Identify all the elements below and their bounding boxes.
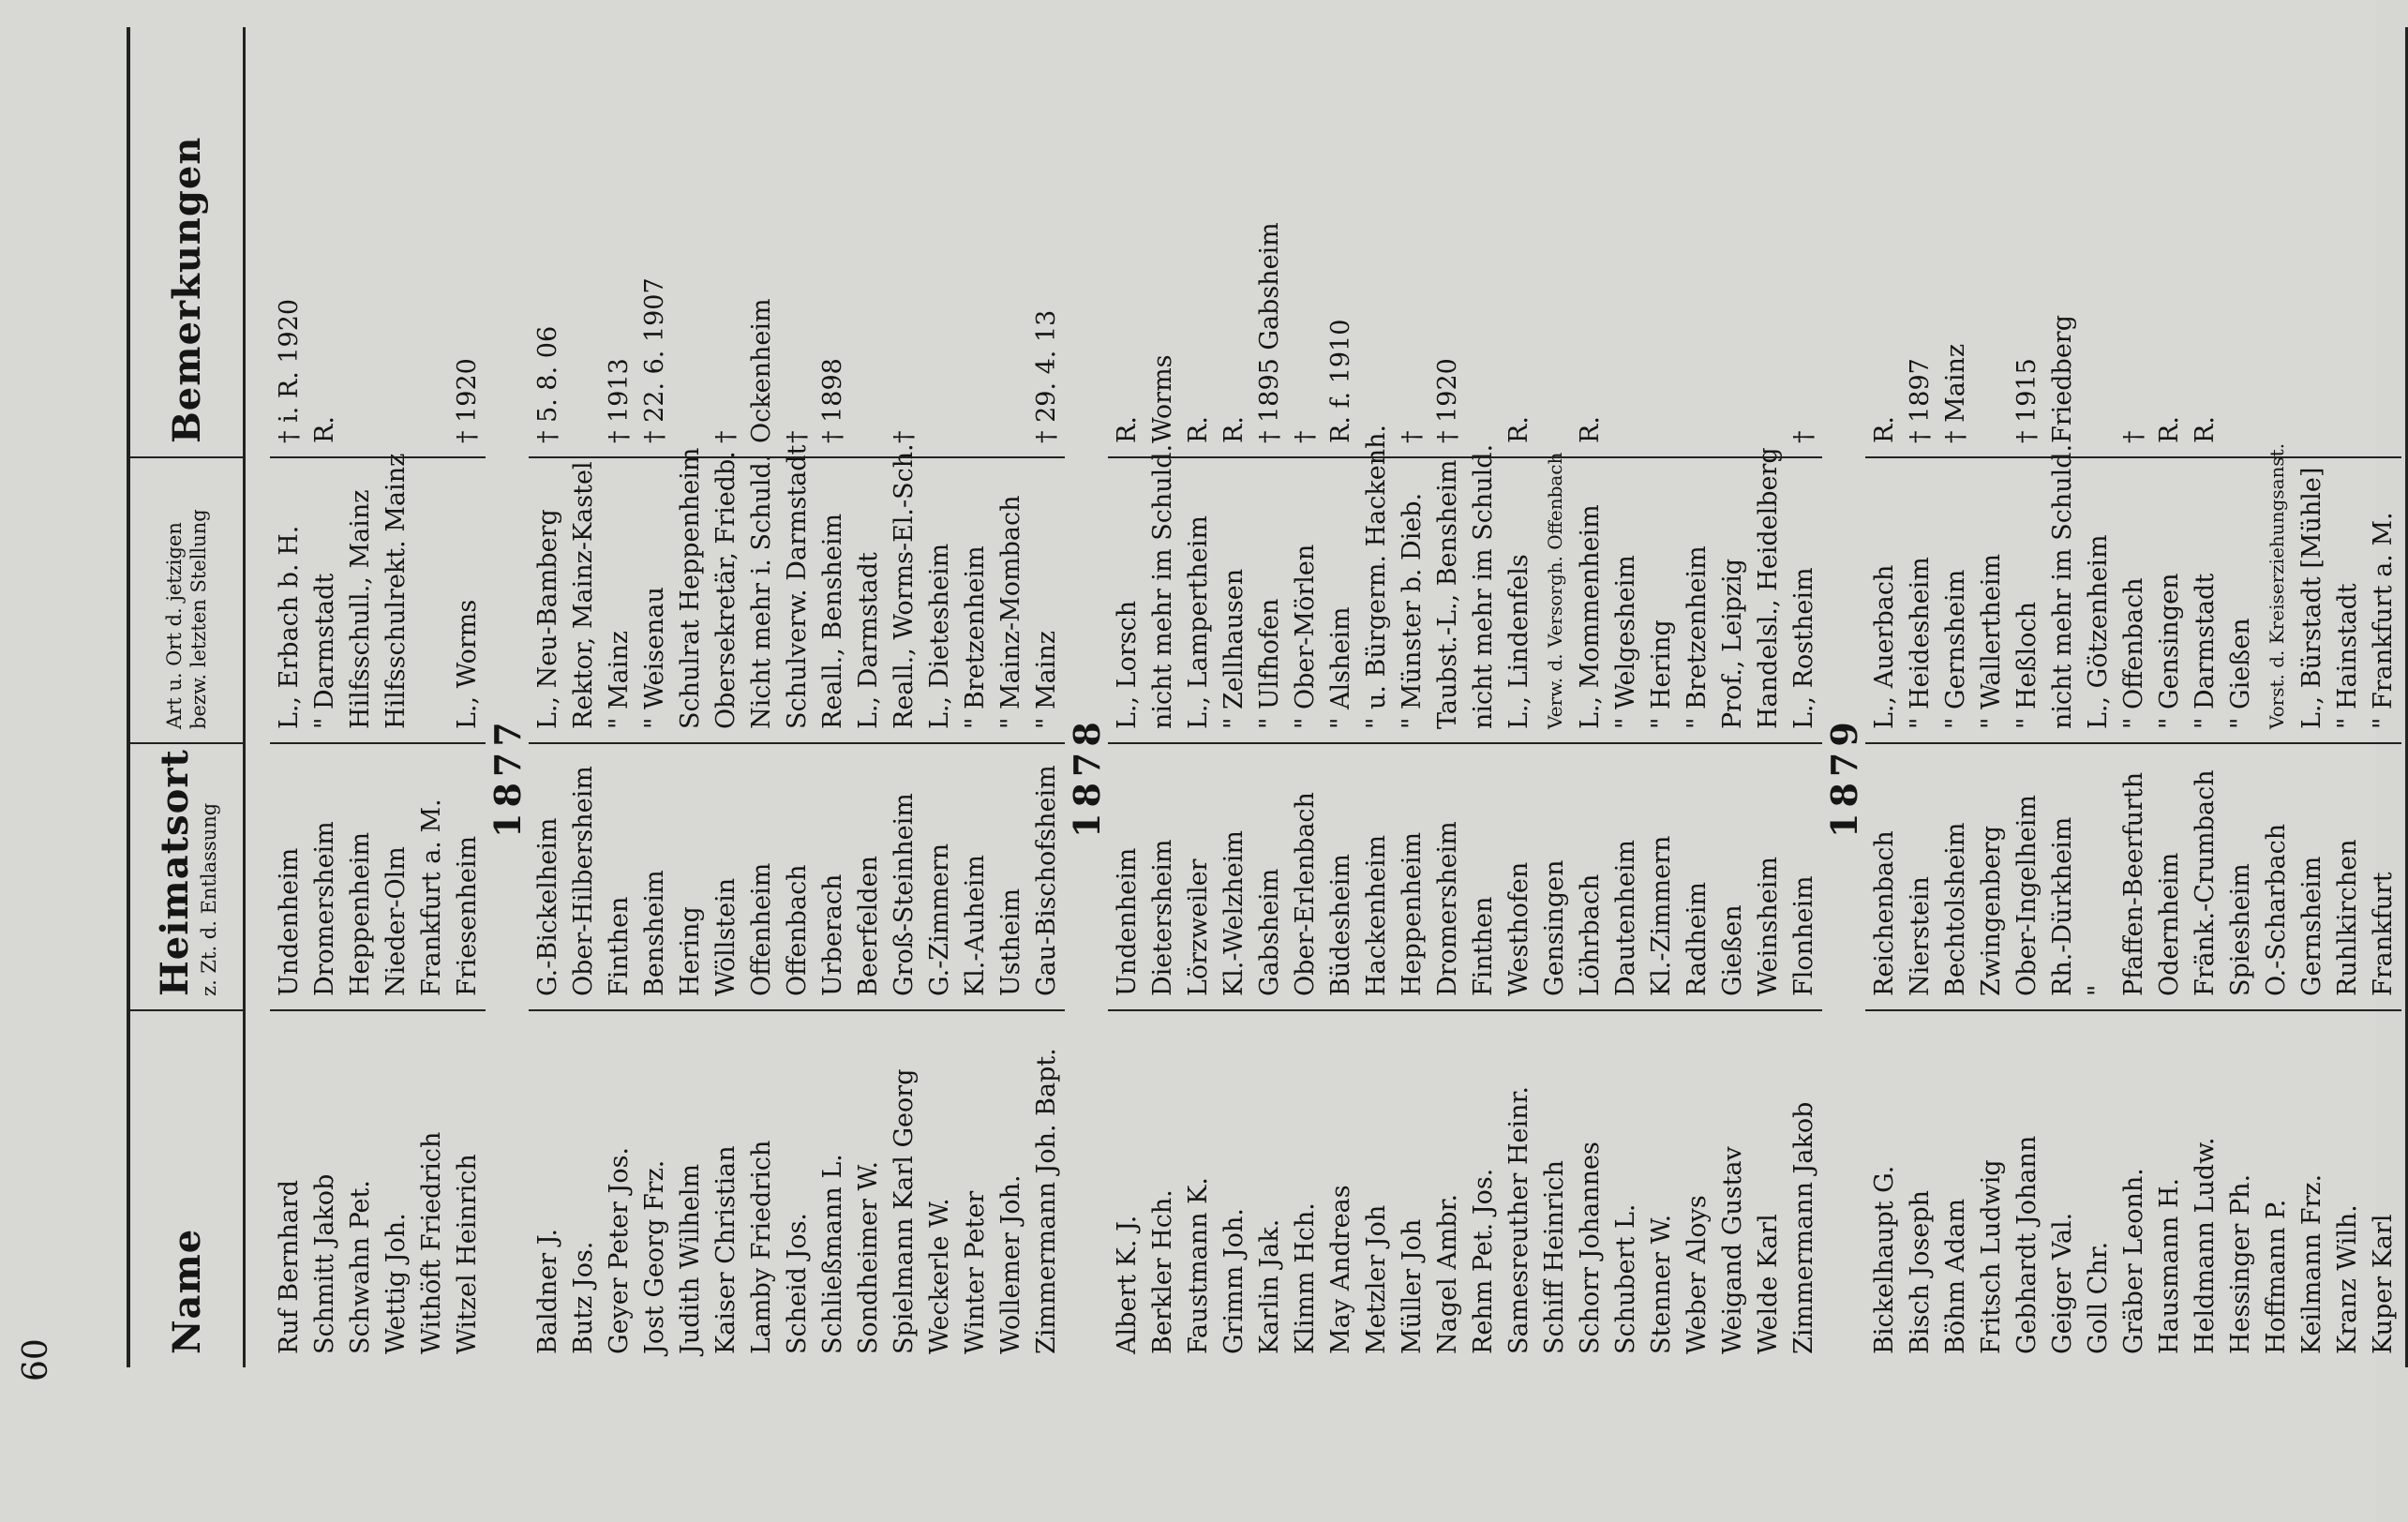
heimatsort-cell: Gabsheim — [1255, 868, 1284, 996]
heimatsort-cell: Gensingen — [1540, 859, 1569, 996]
bemerkung-cell — [379, 27, 414, 443]
name-cell: Spielmann Karl Georg — [890, 1068, 919, 1354]
bemerkung-cell — [1680, 27, 1715, 443]
stellung-cell: Obersekretär, Friedb. — [711, 451, 740, 729]
name-cell: Ruf Bernhard — [275, 1179, 304, 1354]
heimatsort-cell: Ober-Erlenbach — [1291, 792, 1320, 996]
stellung-cell: L., Erbach b. H. — [275, 525, 304, 729]
heimatsort-cell: Finthen — [605, 896, 634, 996]
bemerkung-column — [270, 27, 486, 458]
name-cell: Butz Jos. — [569, 1241, 598, 1354]
stellung-cell: L., Worms — [453, 599, 482, 729]
year-label: 1877 — [486, 716, 529, 838]
heimatsort-cell: Pfaffen-Beerfurth — [2119, 771, 2148, 996]
name-cell: Zimmermann Joh. Bapt. — [1032, 1048, 1061, 1354]
stellung-cell: Prof., Leipzig — [1718, 558, 1747, 729]
year-section — [1108, 27, 1822, 1367]
bemerkung-cell — [994, 27, 1029, 443]
heimatsort-cell: Ober-Ingelheim — [2012, 795, 2042, 996]
heimatsort-cell: Fränk.-Crumbach — [2191, 769, 2220, 996]
stellung-cell: L., Mommenheim — [1576, 504, 1605, 729]
bemerkung-cell: † 1913 — [605, 358, 634, 443]
stellung-cell: " Hainstadt — [2333, 583, 2362, 729]
header-bemerkungen — [130, 27, 243, 458]
heimatsort-cell: Zwingenberg — [1977, 826, 2006, 996]
name-cell: Baldner J. — [533, 1228, 562, 1354]
stellung-cell: " Gensingen — [2155, 573, 2184, 729]
bemerkung-cell: Worms — [1148, 354, 1177, 443]
name-cell: Müller Joh — [1398, 1218, 1427, 1354]
name-cell: Keilmann Frz. — [2297, 1173, 2326, 1354]
stellung-cell: Schulverw. Darmstadt — [783, 444, 812, 729]
stellung-cell: nicht mehr im Schuld. — [2048, 443, 2077, 729]
name-cell: Jost Georg Frz. — [640, 1159, 669, 1354]
bemerkung-cell: † 1898 — [818, 358, 847, 443]
stellung-cell: " Bretzenheim — [1683, 545, 1712, 729]
name-cell: Scheid Jos. — [783, 1212, 812, 1354]
stellung-cell: L., Neu-Bamberg — [533, 509, 562, 729]
heimatsort-column — [1865, 744, 2401, 1011]
heimatsort-cell: Dromersheim — [310, 821, 339, 996]
stellung-cell: Nicht mehr i. Schuld. — [747, 454, 776, 729]
stellung-cell: L., Götzenheim — [2084, 534, 2113, 729]
bemerkung-cell — [673, 27, 709, 443]
bemerkung-cell: † — [890, 430, 919, 443]
name-cell: Geiger Val. — [2048, 1212, 2077, 1354]
name-cell: Hausmann H. — [2155, 1177, 2184, 1354]
bemerkung-cell: Ockenheim — [747, 298, 776, 443]
heimatsort-cell: Hackenheim — [1362, 834, 1391, 996]
heimatsort-cell: Finthen — [1469, 896, 1498, 996]
heimatsort-cell: Kl.-Zimmern — [1647, 835, 1676, 996]
heimatsort-column — [1108, 744, 1822, 1011]
bemerkung-cell: † 1897 — [1906, 358, 1935, 443]
name-cell: Wollemer Joh. — [996, 1174, 1025, 1354]
bemerkung-cell: R. — [1219, 416, 1249, 443]
stellung-cell: Hilfsschull., Mainz — [346, 489, 375, 729]
name-cell: Klimm Hch. — [1291, 1202, 1320, 1354]
bemerkung-cell: R. — [1113, 416, 1142, 443]
heimatsort-cell: Ruhlkirchen — [2333, 839, 2362, 996]
bemerkung-cell: † — [1398, 430, 1427, 443]
header-art-line2: bezw. letzten Stellung — [187, 509, 210, 729]
heimatsort-cell: Büdesheim — [1326, 854, 1355, 996]
section-gap — [246, 27, 270, 1367]
heimatsort-cell: Rh.-Dürkheim — [2048, 816, 2077, 996]
stellung-cell: Vorst. d. Kreiserziehungsanst. — [2266, 442, 2288, 729]
name-cell: Sondheimer W. — [854, 1160, 883, 1354]
heimatsort-cell: Odernheim — [2155, 852, 2184, 996]
name-cell: Witzel Heinrich — [453, 1154, 482, 1354]
name-cell: Heldmann Ludw. — [2191, 1137, 2220, 1354]
register-table — [127, 27, 2408, 1367]
stellung-cell: " u. Bürgerm. Hackenh. — [1362, 424, 1391, 729]
heimatsort-cell: Löhrbach — [1576, 873, 1605, 996]
stellung-cell: nicht mehr im Schuld. — [1148, 443, 1177, 729]
heimatsort-cell: Gernsheim — [2297, 856, 2326, 996]
bemerkung-cell: † i. R. 1920 — [275, 298, 304, 443]
name-cell: Geyer Peter Jos. — [605, 1146, 634, 1354]
bemerkung-cell: R. — [310, 416, 339, 443]
stellung-cell: Taubst.-L., Bensheim — [1433, 459, 1462, 729]
bemerkung-cell: R. — [1184, 416, 1213, 443]
stellung-cell: " Ober-Mörlen — [1291, 544, 1320, 729]
stellung-cell: " Münster b. Dieb. — [1398, 492, 1427, 729]
name-cell: Karlin Jak. — [1255, 1218, 1284, 1354]
name-column — [270, 1011, 486, 1367]
stellung-cell: " Darmstadt — [2191, 573, 2220, 729]
year-label: 1878 — [1065, 716, 1108, 838]
stellung-cell: " Mainz — [1032, 631, 1061, 729]
stellung-column — [529, 443, 1065, 744]
name-cell: Schorr Johannes — [1576, 1142, 1605, 1354]
stellung-cell: L., Lorsch — [1113, 600, 1142, 729]
heimatsort-cell: O.-Scharbach — [2262, 823, 2291, 996]
bemerkung-cell: † 1915 — [2012, 358, 2042, 443]
stellung-cell: " Welgesheim — [1611, 555, 1640, 729]
header-heimatsort-sublabel: z. Zt. d. Entlassung — [197, 802, 220, 996]
heimatsort-cell: Gießen — [1718, 904, 1747, 996]
header-name — [130, 1011, 243, 1367]
year-label: 1879 — [1822, 716, 1865, 838]
stellung-cell: Handelsl., Heidelberg — [1754, 447, 1783, 729]
bemerkung-cell: † — [711, 430, 740, 443]
stellung-cell: L., Lindenfels — [1504, 554, 1533, 729]
heimatsort-cell: G.-Zimmern — [925, 843, 954, 996]
heimatsort-cell: Weinsheim — [1754, 856, 1783, 996]
bemerkung-cell — [2295, 27, 2330, 443]
bemerkung-cell — [1751, 27, 1787, 443]
stellung-cell: Hilfsschulrekt. Mainz — [381, 453, 411, 729]
name-cell: Withöft Friedrich — [417, 1131, 446, 1354]
bemerkung-cell: † 1920 — [1433, 358, 1462, 443]
stellung-cell: Schulrat Heppenheim — [676, 447, 705, 729]
name-cell: Samesreuther Heinr. — [1504, 1085, 1533, 1354]
bemerkung-cell — [1715, 27, 1751, 443]
name-cell: Judith Wilhelm — [676, 1163, 705, 1354]
stellung-cell: " Heidesheim — [1906, 557, 1935, 729]
name-cell: Kranz Wilh. — [2333, 1204, 2362, 1354]
year-heading — [486, 27, 529, 1367]
table-body — [246, 27, 2401, 1367]
header-bemerkungen-label: Bemerkungen — [164, 136, 209, 443]
bemerkung-cell — [2330, 27, 2366, 443]
heimatsort-cell: Frankfurt — [2369, 872, 2398, 996]
stellung-cell: " Heßloch — [2012, 602, 2042, 729]
stellung-cell: Rektor, Mainz-Kastel — [569, 461, 598, 729]
name-cell: Grimm Joh. — [1219, 1208, 1249, 1354]
name-cell: Wettig Joh. — [381, 1213, 411, 1354]
heimatsort-cell: Gau-Bischofsheim — [1032, 765, 1061, 996]
heimatsort-cell: Urberach — [818, 873, 847, 996]
name-cell: May Andreas — [1326, 1185, 1355, 1354]
name-cell: Schiff Heinrich — [1540, 1159, 1569, 1354]
stellung-cell: " Frankfurt a. M. — [2369, 512, 2398, 729]
stellung-cell: " Wallertheim — [1977, 553, 2006, 729]
bemerkung-cell: † — [1789, 430, 1818, 443]
heimatsort-cell: Ustheim — [996, 888, 1025, 996]
name-cell: Bisch Joseph — [1906, 1189, 1935, 1354]
year-section — [529, 27, 1065, 1367]
heimatsort-cell: Radheim — [1683, 882, 1712, 996]
stellung-column — [1108, 424, 1822, 744]
bemerkung-cell — [851, 27, 887, 443]
bemerkung-cell: R. — [1870, 416, 1899, 443]
name-cell: Stenner W. — [1647, 1214, 1676, 1354]
stellung-cell: " Zellhausen — [1219, 568, 1249, 729]
stellung-cell: " Bretzenheim — [961, 545, 990, 729]
year-section — [1865, 27, 2401, 1367]
name-cell: Kaiser Christian — [711, 1145, 740, 1354]
name-cell: Weckerle W. — [925, 1198, 954, 1354]
header-art — [130, 458, 243, 744]
table-header — [127, 27, 246, 1367]
stellung-cell: " Alsheim — [1326, 606, 1355, 729]
name-cell: Böhm Adam — [1941, 1198, 1970, 1354]
stellung-cell: " Hering — [1647, 619, 1676, 729]
stellung-column — [1865, 442, 2401, 744]
heimatsort-cell: Nierstein — [1906, 876, 1935, 996]
name-cell: Lamby Friedrich — [747, 1140, 776, 1354]
name-column — [1865, 1011, 2401, 1367]
stellung-cell: " Darmstadt — [310, 573, 339, 729]
heimatsort-cell: " — [2084, 984, 2113, 996]
bemerkung-cell — [414, 27, 450, 443]
year-section — [270, 27, 486, 1367]
bemerkung-cell — [566, 27, 602, 443]
stellung-cell — [414, 458, 450, 729]
stellung-cell: " Ulfhofen — [1255, 598, 1284, 729]
heimatsort-cell: Wöllstein — [711, 877, 740, 996]
bemerkung-cell: R. — [1576, 416, 1605, 443]
heimatsort-cell: Beerfelden — [854, 856, 883, 996]
bemerkung-cell: † — [2119, 430, 2148, 443]
bemerkung-cell — [922, 27, 958, 443]
name-cell: Albert K. J. — [1113, 1215, 1142, 1354]
heimatsort-cell: Lörzweiler — [1184, 858, 1213, 996]
bemerkung-cell — [2081, 27, 2116, 443]
heimatsort-column — [270, 744, 486, 1011]
bemerkung-cell: R. f. 1910 — [1326, 319, 1355, 443]
bemerkung-cell — [1537, 27, 1573, 443]
stellung-cell: " Mainz-Mombach — [996, 495, 1025, 729]
name-cell: Metzler Joh — [1362, 1204, 1391, 1354]
bemerkung-cell — [2223, 27, 2259, 443]
name-cell: Schmitt Jakob — [310, 1173, 339, 1354]
bemerkung-cell: † 22. 6. 1907 — [640, 277, 669, 443]
bemerkung-cell — [1974, 27, 2010, 443]
stellung-cell: L., Darmstadt — [854, 552, 883, 729]
stellung-cell: Reall., Worms-El.-Sch. — [890, 443, 919, 729]
heimatsort-cell: Flonheim — [1789, 875, 1818, 996]
stellung-cell: L., Lampertheim — [1184, 515, 1213, 729]
heimatsort-cell: Offenbach — [783, 864, 812, 996]
bemerkung-cell: R. — [2155, 416, 2184, 443]
heimatsort-cell: Ober-Hilbersheim — [569, 766, 598, 996]
stellung-cell: " Mainz — [605, 631, 634, 729]
name-cell: Kuper Karl — [2369, 1214, 2398, 1354]
heimatsort-cell: Kl.-Welzheim — [1219, 829, 1249, 996]
header-heimatsort-label: Heimatsort — [152, 749, 197, 996]
bemerkung-cell: † 1920 — [453, 358, 482, 443]
heimatsort-cell: Nieder-Olm — [381, 846, 411, 996]
stellung-cell: L., Rostheim — [1789, 567, 1818, 729]
heimatsort-cell: Spiesheim — [2226, 863, 2255, 996]
bemerkung-cell — [343, 27, 379, 443]
name-cell: Goll Chr. — [2084, 1241, 2113, 1354]
bemerkung-cell: † 29. 4. 13 — [1032, 309, 1061, 443]
stellung-cell: Verw. d. Versorgh. Offenbach — [1544, 452, 1566, 729]
stellung-cell: " Weisenau — [640, 587, 669, 729]
header-art-line1: Art u. Ort d. jetzigen — [163, 522, 186, 729]
bemerkung-column — [1108, 27, 1822, 458]
name-column — [1108, 1011, 1822, 1367]
name-cell: Welde Karl — [1754, 1214, 1783, 1354]
header-name-label: Name — [164, 1228, 209, 1354]
name-cell: Gebhardt Johann — [2012, 1135, 2042, 1354]
heimatsort-column — [529, 744, 1065, 1011]
name-cell: Bickelhaupt G. — [1870, 1165, 1899, 1354]
bemerkung-column — [1865, 27, 2401, 458]
name-cell: Hessinger Ph. — [2226, 1173, 2255, 1354]
name-cell: Weber Aloys — [1683, 1195, 1712, 1354]
heimatsort-cell: Friesenheim — [453, 835, 482, 996]
heimatsort-cell: Offenheim — [747, 862, 776, 996]
stellung-cell: L., Auerbach — [1870, 564, 1899, 729]
bemerkung-cell — [1466, 27, 1502, 443]
name-cell: Nagel Ambr. — [1433, 1193, 1462, 1354]
stellung-cell: nicht mehr im Schuld. — [1469, 443, 1498, 729]
stellung-cell: Reall., Bensheim — [818, 513, 847, 729]
bemerkung-cell: † 1895 Gabsheim — [1255, 222, 1284, 443]
name-cell: Gräber Leonh. — [2119, 1168, 2148, 1354]
bemerkung-cell — [2259, 27, 2295, 443]
name-cell: Schwahn Pet. — [346, 1180, 375, 1354]
name-cell: Winter Peter — [961, 1190, 990, 1354]
year-heading — [1822, 27, 1865, 1367]
name-cell: Weigand Gustav — [1718, 1146, 1747, 1354]
heimatsort-cell: Bensheim — [640, 870, 669, 996]
stellung-column — [270, 453, 486, 744]
bemerkung-cell: † 5. 8. 06 — [533, 325, 562, 443]
heimatsort-cell: Frankfurt a. M. — [417, 798, 446, 996]
bemerkung-cell — [1359, 27, 1395, 443]
heimatsort-cell: Bechtolsheim — [1941, 822, 1970, 996]
stellung-cell: " Offenbach — [2119, 577, 2148, 729]
header-heimatsort — [130, 744, 243, 1011]
stellung-cell: " Gießen — [2226, 618, 2255, 729]
bemerkung-cell — [1644, 27, 1680, 443]
stellung-cell: " Gernsheim — [1941, 569, 1970, 729]
bemerkung-cell — [2366, 27, 2401, 443]
bemerkung-cell: Friedberg — [2048, 315, 2077, 443]
heimatsort-cell: G.-Bickelheim — [533, 817, 562, 996]
year-heading — [1065, 27, 1108, 1367]
bemerkung-cell: † Mainz — [1941, 343, 1970, 443]
name-column — [529, 1011, 1065, 1367]
page-number: 60 — [17, 1338, 55, 1381]
heimatsort-cell: Undenheim — [275, 847, 304, 996]
heimatsort-cell: Dromersheim — [1433, 821, 1462, 996]
bemerkung-cell: † — [1291, 430, 1320, 443]
heimatsort-cell: Kl.-Auheim — [961, 854, 990, 996]
stellung-cell: L., Bürstadt [Mühle] — [2297, 467, 2326, 729]
heimatsort-cell: Undenheim — [1113, 847, 1142, 996]
bemerkung-cell: R. — [2191, 416, 2220, 443]
heimatsort-cell: Reichenbach — [1870, 830, 1899, 996]
heimatsort-cell: Westhofen — [1504, 861, 1533, 996]
bemerkung-cell: † — [783, 430, 812, 443]
bemerkung-cell: R. — [1504, 416, 1533, 443]
name-cell: Schließmann L. — [818, 1154, 847, 1354]
bemerkung-cell — [958, 27, 994, 443]
name-cell: Rehm Pet. Jos. — [1469, 1168, 1498, 1354]
name-cell: Schubert L. — [1611, 1203, 1640, 1354]
heimatsort-cell: Groß-Steinheim — [890, 793, 919, 996]
name-cell: Berkler Hch. — [1148, 1189, 1177, 1354]
name-cell: Faustmann K. — [1184, 1177, 1213, 1354]
heimatsort-cell: Heppenheim — [346, 831, 375, 996]
name-cell: Zimmermann Jakob — [1789, 1101, 1818, 1354]
bemerkung-column — [529, 27, 1065, 458]
name-cell: Fritsch Ludwig — [1977, 1159, 2006, 1354]
heimatsort-cell: Dautenheim — [1611, 840, 1640, 996]
stellung-cell: L., Dietesheim — [925, 543, 954, 729]
heimatsort-cell: Hering — [676, 906, 705, 996]
name-cell: Hoffmann P. — [2262, 1199, 2291, 1354]
heimatsort-cell: Dietersheim — [1148, 839, 1177, 996]
bemerkung-cell — [1608, 27, 1644, 443]
heimatsort-cell: Heppenheim — [1398, 831, 1427, 996]
